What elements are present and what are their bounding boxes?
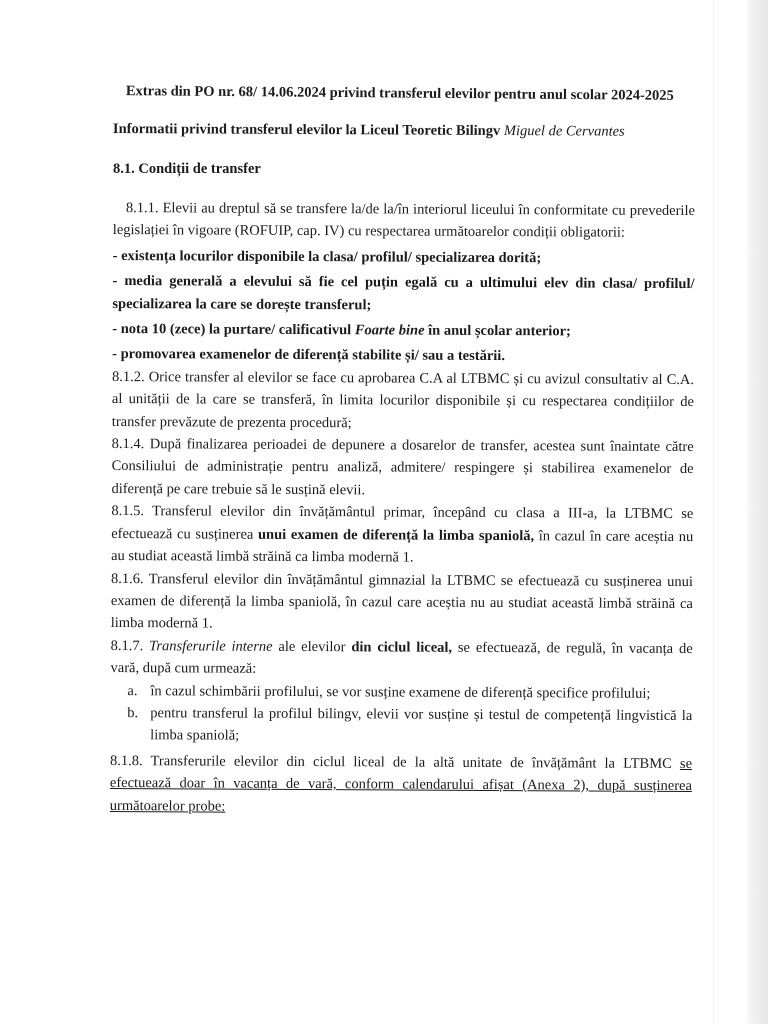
condition-2: - media generală a elevului să fie cel puțin egală cu a ultimului elev din clasa/ profilul/ specializarea la care se dorește transferul; <box>112 273 695 313</box>
list-item <box>110 680 692 705</box>
paragraph-8-1-7-italic: Transferurile interne <box>149 637 273 655</box>
page-edge-shadow <box>716 0 768 1024</box>
list-item-text: pentru transferul la profilul bilingv, elevii vor susține și testul de competență lingvistică la limba spaniolă; <box>150 705 693 745</box>
condition-3-text-b: în anul școlar anterior; <box>424 322 571 340</box>
transfer-list <box>110 680 692 750</box>
paragraph-8-1-5-text-b: în cazul în care aceștia nu au studiat această limbă străină ca limba modernă 1. <box>111 527 694 566</box>
list-item <box>110 702 692 750</box>
list-item-text: în cazul schimbării profilului, se vor susține examene de diferență specifice profilului; <box>150 682 651 702</box>
paragraph-8-1-8-underlined: se efectuează doar în vacanța de vară, conform calendarului afișat (Anexa 2), după susținerea următoarelor probe: <box>109 755 693 815</box>
condition-1: - existența locurilor disponibile la clasa/ profilul/ specializarea dorită; <box>112 247 542 267</box>
paragraph-8-1-5 <box>111 500 693 570</box>
document-title: Extras din PO nr. 68/ 14.06.2024 privind transferul elevilor pentru anul scolar 2024-2025 <box>125 83 674 104</box>
page-edge-line <box>713 0 714 1024</box>
condition-4: - promovarea examenelor de diferență stabilite și/ sau a testării. <box>112 346 506 365</box>
paragraph-8-1-7-text-a: 8.1.7. <box>110 637 150 654</box>
paragraph-8-1-7-bold: din ciclul liceal, <box>351 638 453 656</box>
condition-3 <box>112 318 694 343</box>
paragraph-8-1-7 <box>110 635 692 683</box>
paragraph-8-1-8 <box>110 750 692 820</box>
subtitle-text: Informatii privind transferul elevilor la Liceul Teoretic Bilingv <box>112 120 504 140</box>
list-item-marker: a. <box>127 682 138 699</box>
paragraph-8-1-7-text-c: se efectuează, de regulă, în vacanța de vară, după cum urmează: <box>110 639 693 677</box>
condition-3-text-a: - nota 10 (zece) la purtare/ calificativul <box>112 321 355 339</box>
paragraph-8-1-1: 8.1.1. Elevii au dreptul să se transfere la/de la/în interiorul liceului în conformitate cu prevederile legislației în vigoare (ROFUIP, cap. IV) cu respectarea următoarelor condiții obligatorii: <box>112 200 695 242</box>
section-heading: 8.1. Condiții de transfer <box>113 161 261 177</box>
subtitle-school-name: Miguel de Cervantes <box>503 123 625 140</box>
condition-3-italic: Foarte bine <box>354 322 425 339</box>
paragraph-8-1-4: 8.1.4. După finalizarea perioadei de depunere a dosarelor de transfer, acestea sunt înaintate către Consiliului de administrație pentru analiză, admitere/ respingere și stabilirea examenelor de diferență pe care trebuie să le susțină elevii. <box>111 436 694 499</box>
paragraph-8-1-5-text-a: 8.1.5. Transferul elevilor din învățământul primar, începând cu clasa a III-a, la LTBMC se efectuează cu susținerea <box>111 503 694 543</box>
paragraph-8-1-6: 8.1.6. Transferul elevilor din învățământul gimnazial la LTBMC se efectuează cu susținerea unui examen de diferență la limba spaniolă, în cazul care aceștia nu au studiat această limbă străină ca limba modernă 1. <box>110 570 694 632</box>
paragraph-8-1-5-bold: unui examen de diferență la limba spaniolă, <box>257 526 535 544</box>
paragraph-8-1-8-text: 8.1.8. Transferurile elevilor din ciclul liceal de la altă unitate de învățământ la LTBMC <box>110 752 680 772</box>
list-item-marker: b. <box>127 705 139 722</box>
document-subtitle <box>113 120 703 141</box>
document-body <box>110 197 695 820</box>
paragraph-8-1-2: 8.1.2. Orice transfer al elevilor se face cu aprobarea C.A al LTBMC și cu avizul consultativ al C.A. al unității de la care se transferă, în limita locurilor disponibile și cu respectarea condițiilor de transfer prevăzute de prezenta procedură; <box>111 368 695 431</box>
paragraph-8-1-7-text-b: ale elevilor <box>272 638 352 655</box>
